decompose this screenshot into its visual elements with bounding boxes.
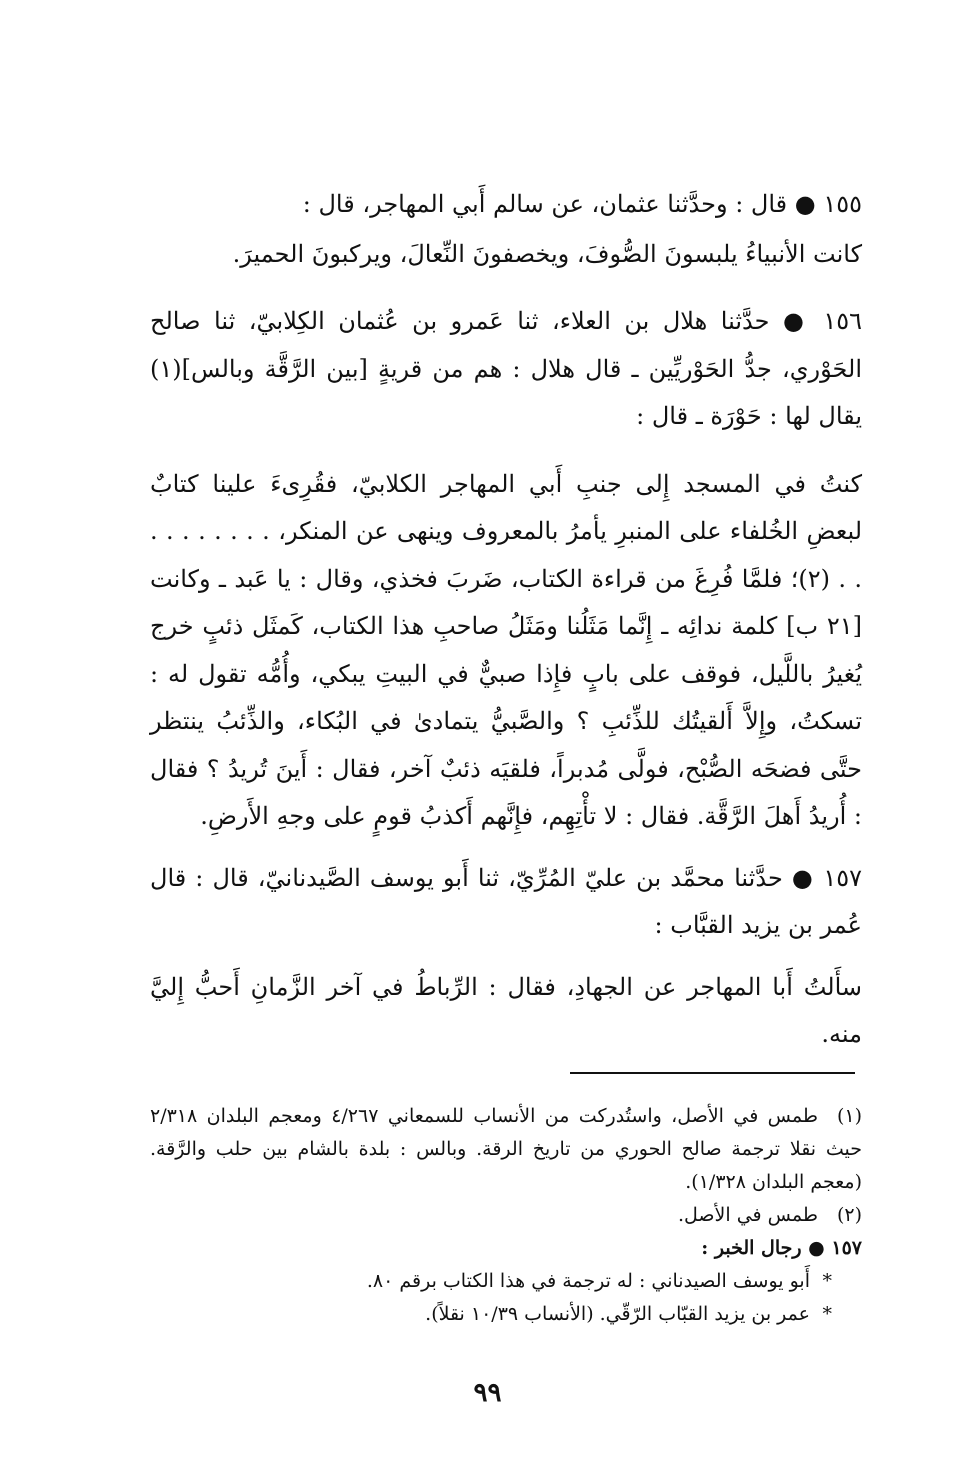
rijal-item-1 [150, 1265, 862, 1298]
page-number: ٩٩ [473, 1378, 502, 1408]
star-icon: * [822, 1270, 832, 1292]
rijal-item-1-text: أَبو يوسف الصيدناني : له ترجمة في هذا الكتاب برقم ٨٠. [366, 1270, 810, 1292]
entry-155-header: ١٥٥ ● قال : وحدَّثنا عثمان، عن سالم أَبي المهاجر، قال : [302, 190, 862, 218]
rijal-item-2 [150, 1298, 862, 1331]
footnote-1-text: طمس في الأصل، واستُدركت من الأنساب للسمعاني ٤/٢٦٧ ومعجم البلدان ٢/٣١٨ حيث نقلا ترجمة صالح الحوري من تاريخ الرقة. وبالس : بلدة بالشام بين حلب والرَّقة. (معجم البلدان ١/٣٢٨). [150, 1105, 862, 1193]
footnote-1 [150, 1100, 862, 1199]
entry-157-header: ١٥٧ ● حدَّثنا محمَّد بن عليّ المُرِّيّ، ثنا أَبو يوسف الصَّيدنانيّ، قال : قال عُمر بن يزيد القبَّاب : [150, 863, 862, 939]
rijal-header: ١٥٧ ● رجال الخبر : [701, 1237, 862, 1259]
entry-156-header: ١٥٦ ● حدَّثنا هلال بن العلاء، ثنا عَمرو بن عُثمان الكِلابيّ، ثنا صالح الحَوْري، جدُّ الحَوْريِّين ـ قال هلال : هم من قريةٍ [بين الرَّقَّة وبالس](١) يقال لها : حَوْرَة ـ قال : [150, 307, 862, 430]
footnotes [150, 1100, 862, 1331]
footnote-2-mark: (٢) [836, 1204, 862, 1226]
rijal-item-2-text: عمر بن يزيد القبّاب الرّقّي. (الأنساب ١٠/٣٩ نقلاً). [425, 1303, 810, 1325]
footnote-separator [570, 1072, 855, 1074]
footnote-2-text: طمس في الأصل. [677, 1204, 818, 1226]
star-icon: * [822, 1303, 832, 1325]
footnote-2 [150, 1199, 862, 1232]
entry-157-text: سأَلتُ أَبا المهاجر عن الجهادِ، فقال : الرِّباطُ في آخر الزَّمانِ أَحبُّ إِليَّ منه. [150, 972, 862, 1048]
footnote-1-mark: (١) [836, 1105, 863, 1127]
main-text [150, 181, 862, 1059]
entry-155-text: كانت الأنبياءُ يلبسونَ الصُّوفَ، ويخصفونَ النِّعالَ، ويركبونَ الحميرَ. [232, 239, 862, 268]
entry-156-text: كنتُ في المسجد إِلى جنبِ أَبي المهاجر الكلابيّ، فقُرِىءَ علينا كتابٌ لبعضِ الخُلفاء على المنبرِ يأمرُ بالمعروف وينهى عن المنكر، . . . . . . . . . . (٢)؛ فلمَّا فُرِغَ من قراءة الكتاب، ضَربَ فخذي، وقال : يا عَبد ـ وكانت [٢١ ب] كلمة ندائِه ـ إِنَّما مَثَلُنا ومَثَلُ صاحبِ هذا الكتاب، كَمثَل ذئبٍ خرج يُغيرُ باللَّيل، فوقف على بابٍ فإِذا صبيٌّ في البيتِ يبكي، وأُمُّه تقول له : تسكتُ، وإِلاَّ أَلقيتُك للذِّئبِ ؟ والصَّبيُّ يتمادىٰ في البُكاء، والذِّئبُ ينتظر حتَّى فضحَه الصُّبْح، فولَّى مُدبراً، فلقيَه ذئبٌ آخر، فقال : أَينَ تُريدُ ؟ فقال : أُريدُ أَهلَ الرَّقَّة. فقال : لا تأْتِهِم، فإِنَّهم أَكذبُ قومٍ على وجهِ الأَرضِ. [150, 469, 862, 830]
